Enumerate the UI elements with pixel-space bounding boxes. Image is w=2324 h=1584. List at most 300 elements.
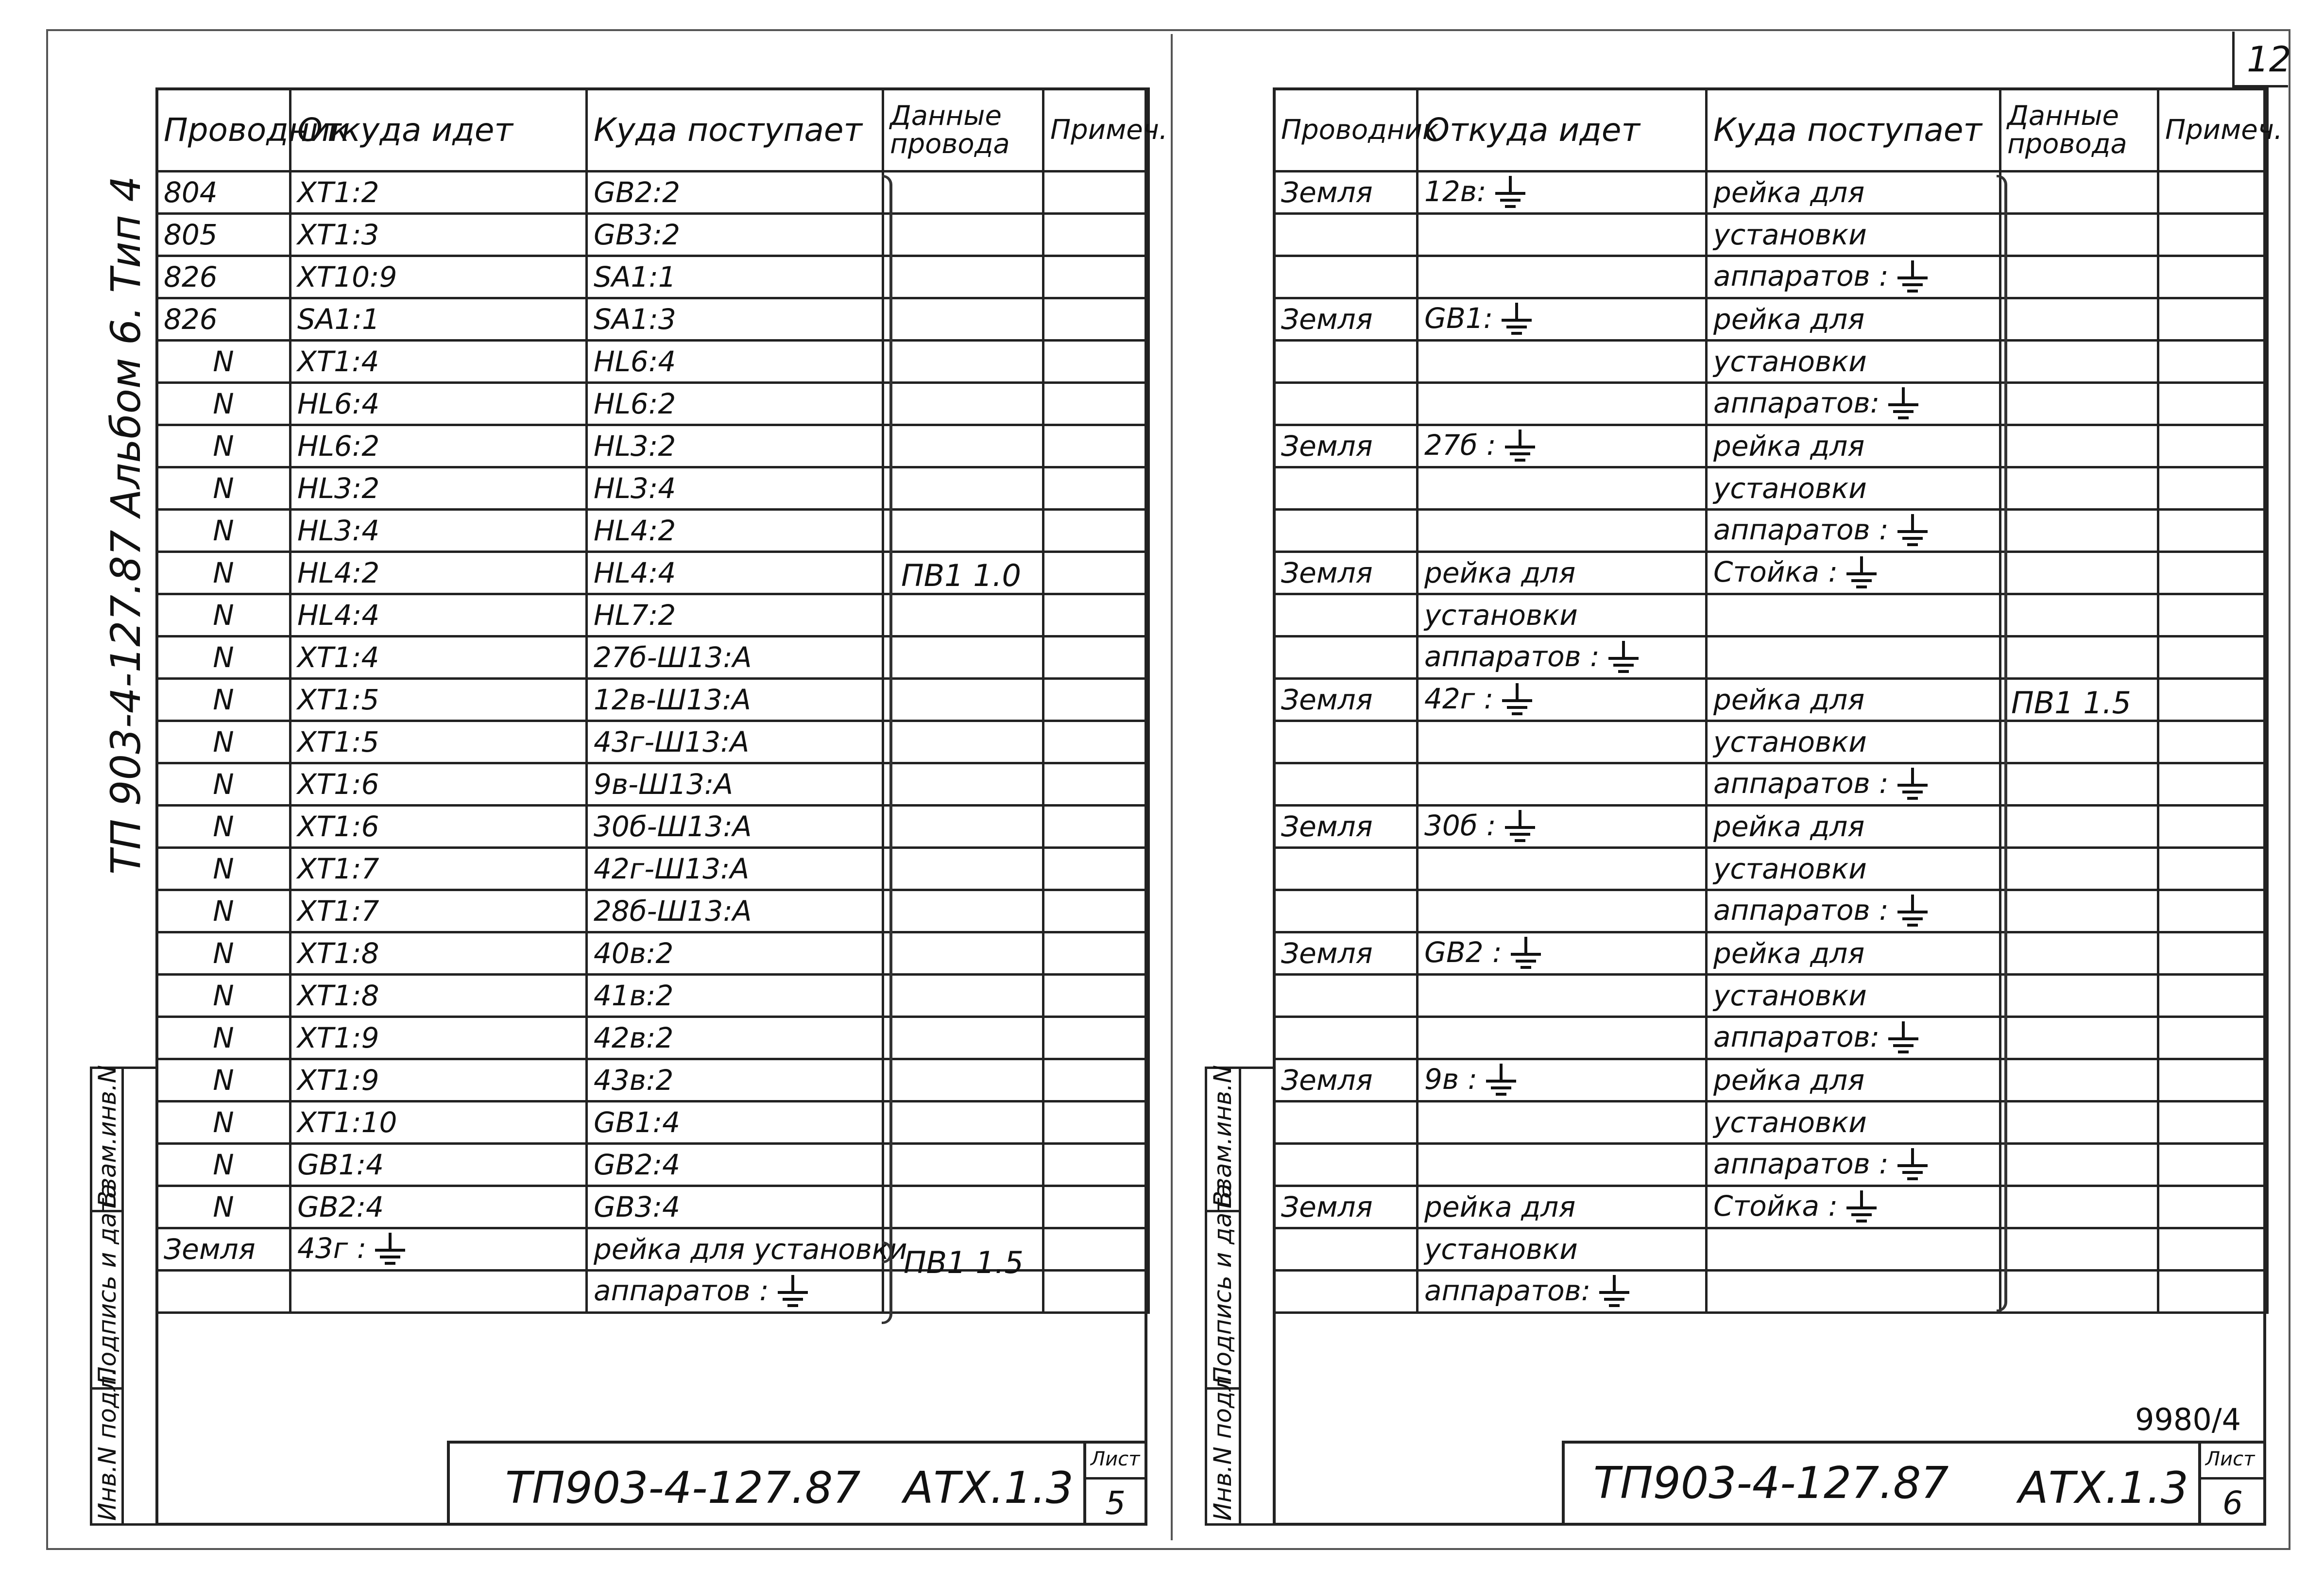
table-row xyxy=(1274,510,2268,552)
cell-wire xyxy=(1274,425,1418,467)
cell-wire xyxy=(157,763,290,806)
cell-note xyxy=(2158,890,2268,932)
cell-from xyxy=(290,721,587,763)
cell-note xyxy=(1043,679,1149,721)
cell-text: рейка для xyxy=(1713,1064,1865,1097)
cell-text: 30б-Ш13:А xyxy=(594,810,752,843)
cell-note xyxy=(2158,1059,2268,1102)
cell-to xyxy=(1707,975,2000,1017)
cell-to xyxy=(587,467,883,510)
cell-from xyxy=(1418,1228,1707,1271)
cell-wire xyxy=(1274,637,1418,679)
cell-note xyxy=(1043,1144,1149,1186)
cell-wire xyxy=(1274,1102,1418,1144)
cell-text: установки xyxy=(1424,1233,1578,1266)
cell-note xyxy=(1043,256,1149,298)
cell-note xyxy=(1043,1228,1149,1271)
cell-data xyxy=(883,298,1043,341)
cell-text: SA1:1 xyxy=(297,303,380,336)
cell-to xyxy=(1707,1271,2000,1313)
cell-text: 9в-Ш13:А xyxy=(594,768,734,801)
cell-data xyxy=(2000,594,2158,637)
page-number: 12 xyxy=(2247,39,2291,80)
page-divider xyxy=(1171,34,1173,1540)
cell-text: установки xyxy=(1713,1106,1867,1139)
cell-data xyxy=(883,172,1043,214)
table-row xyxy=(1274,637,2268,679)
left-wire-table xyxy=(155,87,1168,1314)
cell-wire xyxy=(1274,848,1418,890)
cell-wire xyxy=(1274,341,1418,383)
cell-to xyxy=(1707,848,2000,890)
table-row xyxy=(1274,1059,2268,1102)
cell-data xyxy=(883,763,1043,806)
cell-note xyxy=(2158,763,2268,806)
cell-to xyxy=(587,932,883,975)
cell-text: установки xyxy=(1424,599,1578,632)
cell-wire xyxy=(157,214,290,256)
cell-wire xyxy=(157,848,290,890)
cell-text: GB3:2 xyxy=(594,218,681,251)
cell-text: XT1:2 xyxy=(297,176,379,209)
cell-text: XT1:8 xyxy=(297,937,379,970)
table-row xyxy=(1274,721,2268,763)
table-row xyxy=(157,172,1149,214)
cell-text: XT10:9 xyxy=(297,260,397,293)
cell-wire xyxy=(1274,890,1418,932)
cell-data xyxy=(2000,1017,2158,1059)
cell-note xyxy=(2158,1228,2268,1271)
cell-wire xyxy=(1274,721,1418,763)
cell-data xyxy=(883,1186,1043,1228)
cell-text: Земля xyxy=(1281,810,1373,843)
cell-data xyxy=(883,510,1043,552)
cell-text: установки xyxy=(1713,472,1867,505)
cell-note xyxy=(2158,214,2268,256)
table-row xyxy=(157,594,1149,637)
cell-note xyxy=(2158,341,2268,383)
cell-text: GB2:4 xyxy=(297,1190,384,1223)
cell-from xyxy=(290,1017,587,1059)
cell-from xyxy=(290,1186,587,1228)
cell-to xyxy=(587,1017,883,1059)
cell-data xyxy=(2000,975,2158,1017)
cell-text: XT1:9 xyxy=(297,1064,379,1097)
header-from: Откуда идет xyxy=(1418,89,1707,172)
cell-data xyxy=(2000,932,2158,975)
cell-from xyxy=(1418,172,1707,214)
cell-text: GB1:4 xyxy=(297,1148,384,1181)
cell-data xyxy=(2000,172,2158,214)
cell-text: 27б-Ш13:А xyxy=(594,641,752,674)
cell-text: 826 xyxy=(164,303,218,336)
cell-text: SA1:3 xyxy=(594,303,676,336)
table-row xyxy=(1274,214,2268,256)
cell-text: XT1:8 xyxy=(297,979,379,1012)
cell-wire xyxy=(1274,172,1418,214)
table-row xyxy=(1274,256,2268,298)
cell-text: 43г : xyxy=(297,1231,367,1265)
cell-text: HL3:4 xyxy=(297,514,380,547)
cell-text: 42г : xyxy=(1424,682,1494,715)
cell-text: 12в-Ш13:А xyxy=(594,683,751,716)
left-stamp-vzam: Взам.инв.N xyxy=(93,1065,121,1207)
ground-symbol-icon xyxy=(373,1233,407,1267)
ground-symbol-icon xyxy=(1509,937,1543,971)
right-title-sheet-label: Лист xyxy=(2205,1448,2255,1470)
cell-to xyxy=(1707,763,2000,806)
cell-text: HL3:4 xyxy=(594,472,676,505)
cell-data xyxy=(883,637,1043,679)
header-from: Откуда идет xyxy=(290,89,587,172)
cell-text: 28б-Ш13:А xyxy=(594,895,752,928)
table-row xyxy=(157,721,1149,763)
ground-symbol-icon xyxy=(1845,1190,1879,1224)
cell-note xyxy=(1043,1102,1149,1144)
cell-text: рейка для xyxy=(1713,430,1865,463)
cell-text: N xyxy=(213,599,234,632)
cell-to xyxy=(1707,552,2000,594)
table-row xyxy=(1274,1271,2268,1313)
cell-note xyxy=(1043,172,1149,214)
cell-wire xyxy=(1274,1186,1418,1228)
cell-wire xyxy=(1274,679,1418,721)
cell-note xyxy=(2158,1017,2268,1059)
left-stamp-inv: Инв.N подл. xyxy=(93,1368,121,1521)
cell-wire xyxy=(157,383,290,425)
cell-text: N xyxy=(213,1190,234,1223)
sheet-code: 9980/4 xyxy=(2135,1402,2241,1437)
cell-note xyxy=(2158,1144,2268,1186)
cell-to xyxy=(1707,298,2000,341)
left-title-sheet-label: Лист xyxy=(1091,1448,1140,1470)
ground-symbol-icon xyxy=(1896,260,1930,294)
cell-data xyxy=(883,679,1043,721)
cell-text: Земля xyxy=(1281,1190,1373,1223)
cell-data xyxy=(883,806,1043,848)
cell-wire xyxy=(1274,1228,1418,1271)
cell-text: HL6:2 xyxy=(297,430,380,463)
cell-data xyxy=(2000,383,2158,425)
cell-from xyxy=(1418,763,1707,806)
table-row xyxy=(1274,763,2268,806)
cell-data xyxy=(2000,1271,2158,1313)
cell-text: XT1:6 xyxy=(297,768,379,801)
ground-symbol-icon xyxy=(776,1275,810,1309)
cell-text: GB3:4 xyxy=(594,1190,681,1223)
cell-text: рейка для xyxy=(1713,176,1865,209)
cell-text: N xyxy=(213,895,234,928)
table-row xyxy=(1274,848,2268,890)
left-brace-2 xyxy=(882,1241,892,1324)
cell-to xyxy=(587,1271,883,1313)
cell-note xyxy=(1043,721,1149,763)
cell-wire xyxy=(157,1144,290,1186)
cell-wire xyxy=(157,1186,290,1228)
cell-to xyxy=(1707,721,2000,763)
cell-data xyxy=(883,341,1043,383)
cell-from xyxy=(1418,1059,1707,1102)
cell-from xyxy=(1418,510,1707,552)
table-row xyxy=(157,679,1149,721)
right-stamp-sign: Подпись и дата xyxy=(1209,1183,1237,1385)
cell-text: N xyxy=(213,1106,234,1139)
cell-text: N xyxy=(213,810,234,843)
cell-wire xyxy=(1274,552,1418,594)
cell-text: рейка для xyxy=(1713,303,1865,336)
ground-symbol-icon xyxy=(1484,1064,1518,1098)
ground-symbol-icon xyxy=(1500,683,1534,717)
cell-from xyxy=(1418,1186,1707,1228)
cell-to xyxy=(587,890,883,932)
cell-text: Земля xyxy=(1281,176,1373,209)
cell-text: установки xyxy=(1713,725,1867,758)
cell-wire xyxy=(157,1059,290,1102)
cell-to xyxy=(587,1186,883,1228)
cell-text: Стойка : xyxy=(1713,555,1838,588)
cell-text: HL6:4 xyxy=(594,345,676,378)
cell-note xyxy=(1043,637,1149,679)
cell-note xyxy=(2158,298,2268,341)
cell-note xyxy=(2158,552,2268,594)
cell-from xyxy=(290,806,587,848)
cell-to xyxy=(587,763,883,806)
cell-wire xyxy=(1274,1017,1418,1059)
cell-data xyxy=(2000,1228,2158,1271)
cell-data xyxy=(2000,552,2158,594)
cell-text: установки xyxy=(1713,345,1867,378)
cell-data xyxy=(883,848,1043,890)
cell-text: HL7:2 xyxy=(594,599,676,632)
right-title-doc: ТП903-4-127.87 xyxy=(1593,1458,1949,1509)
cell-from xyxy=(1418,848,1707,890)
cell-note xyxy=(2158,383,2268,425)
cell-data xyxy=(2000,721,2158,763)
cell-from xyxy=(1418,679,1707,721)
cell-to xyxy=(587,679,883,721)
cell-from xyxy=(290,383,587,425)
table-row xyxy=(1274,594,2268,637)
cell-note xyxy=(1043,425,1149,467)
cell-to xyxy=(587,214,883,256)
table-row xyxy=(157,1017,1149,1059)
cell-data xyxy=(883,932,1043,975)
cell-data xyxy=(883,1059,1043,1102)
table-row xyxy=(157,256,1149,298)
cell-data xyxy=(883,1144,1043,1186)
cell-wire xyxy=(157,1102,290,1144)
cell-data xyxy=(2000,763,2158,806)
table-row xyxy=(157,214,1149,256)
cell-data xyxy=(883,256,1043,298)
cell-from xyxy=(1418,214,1707,256)
cell-text: 42в:2 xyxy=(594,1021,674,1054)
cell-text: Земля xyxy=(1281,937,1373,970)
ground-symbol-icon xyxy=(1896,1148,1930,1182)
table-row xyxy=(157,341,1149,383)
cell-wire xyxy=(157,172,290,214)
cell-note xyxy=(1043,383,1149,425)
table-row xyxy=(1274,1144,2268,1186)
ground-symbol-icon xyxy=(1896,514,1930,548)
cell-wire xyxy=(1274,510,1418,552)
left-title-sheet: 5 xyxy=(1105,1484,1126,1522)
cell-text: установки xyxy=(1713,979,1867,1012)
cell-text: рейка для xyxy=(1424,556,1576,589)
cell-from xyxy=(1418,298,1707,341)
cell-data xyxy=(883,1017,1043,1059)
table-row xyxy=(1274,341,2268,383)
header-data: Данные провода xyxy=(2000,89,2158,172)
cell-to xyxy=(587,594,883,637)
cell-text: рейка для xyxy=(1424,1190,1576,1223)
cell-text: установки xyxy=(1713,218,1867,251)
cell-wire xyxy=(157,552,290,594)
cell-from xyxy=(290,552,587,594)
cell-text: N xyxy=(213,725,234,758)
cell-text: SA1:1 xyxy=(594,260,676,293)
cell-text: N xyxy=(213,387,234,420)
cell-wire xyxy=(157,425,290,467)
table-row xyxy=(1274,1017,2268,1059)
header-wire: Проводник xyxy=(157,89,290,172)
cell-text: 41в:2 xyxy=(594,979,674,1012)
cell-text: N xyxy=(213,979,234,1012)
cell-text: N xyxy=(213,430,234,463)
cell-from xyxy=(1418,932,1707,975)
cell-text: рейка для установки xyxy=(594,1233,907,1266)
cell-note xyxy=(2158,1102,2268,1144)
cell-wire xyxy=(157,1017,290,1059)
cell-to xyxy=(587,341,883,383)
cell-wire xyxy=(157,467,290,510)
cell-note xyxy=(2158,848,2268,890)
cell-text: 42г-Ш13:А xyxy=(594,852,750,885)
cell-from xyxy=(1418,975,1707,1017)
header-note: Примеч. xyxy=(1043,89,1149,172)
cell-data xyxy=(2000,214,2158,256)
table-row xyxy=(157,806,1149,848)
cell-from xyxy=(1418,890,1707,932)
cell-to xyxy=(587,848,883,890)
cell-note xyxy=(1043,1017,1149,1059)
table-row xyxy=(157,890,1149,932)
cell-wire xyxy=(1274,975,1418,1017)
cell-note xyxy=(1043,594,1149,637)
cell-wire xyxy=(157,637,290,679)
cell-wire xyxy=(157,721,290,763)
cell-data xyxy=(2000,1186,2158,1228)
cell-text: 12в: xyxy=(1424,174,1487,208)
cell-data xyxy=(2000,848,2158,890)
cell-data xyxy=(2000,637,2158,679)
cell-text: Земля xyxy=(1281,556,1373,589)
cell-wire xyxy=(157,256,290,298)
table-row xyxy=(1274,383,2268,425)
cell-from xyxy=(290,172,587,214)
left-stamp-sign: Подпись и дата xyxy=(93,1183,121,1385)
table-row xyxy=(157,1059,1149,1102)
cell-note xyxy=(1043,932,1149,975)
cell-data xyxy=(2000,1144,2158,1186)
cell-text: N xyxy=(213,768,234,801)
cell-text: Земля xyxy=(164,1233,256,1266)
cell-text: установки xyxy=(1713,852,1867,885)
cell-to xyxy=(587,1102,883,1144)
cell-from xyxy=(1418,467,1707,510)
left-title-code: АТХ.1.3 xyxy=(904,1463,1074,1514)
cell-to xyxy=(1707,637,2000,679)
cell-wire xyxy=(1274,256,1418,298)
cell-data xyxy=(2000,467,2158,510)
cell-to xyxy=(587,425,883,467)
cell-to xyxy=(1707,679,2000,721)
cell-data xyxy=(2000,341,2158,383)
cell-note xyxy=(2158,679,2268,721)
cell-text: аппаратов : xyxy=(1713,893,1889,927)
cell-text: XT1:4 xyxy=(297,641,379,674)
cell-note xyxy=(2158,594,2268,637)
cell-from xyxy=(290,298,587,341)
cell-from xyxy=(290,890,587,932)
cell-from xyxy=(290,341,587,383)
cell-wire xyxy=(157,1228,290,1271)
cell-from xyxy=(290,1059,587,1102)
cell-data xyxy=(883,721,1043,763)
cell-wire xyxy=(1274,594,1418,637)
cell-from xyxy=(290,1228,587,1271)
cell-note xyxy=(2158,425,2268,467)
cell-text: аппаратов : xyxy=(1424,639,1600,673)
ground-symbol-icon xyxy=(1503,810,1537,844)
cell-text: HL4:2 xyxy=(594,514,676,547)
cell-to xyxy=(587,1144,883,1186)
header-note: Примеч. xyxy=(2158,89,2268,172)
cell-note xyxy=(2158,975,2268,1017)
cell-from xyxy=(290,637,587,679)
table-row xyxy=(157,763,1149,806)
table-row xyxy=(157,848,1149,890)
cell-from xyxy=(290,467,587,510)
right-stamp-inv: Инв.N подл. xyxy=(1209,1368,1237,1521)
cell-note xyxy=(1043,1059,1149,1102)
cell-note xyxy=(2158,1186,2268,1228)
cell-text: аппаратов : xyxy=(1713,259,1889,293)
cell-text: Земля xyxy=(1281,303,1373,336)
cell-to xyxy=(587,298,883,341)
cell-to xyxy=(587,383,883,425)
cell-text: XT1:3 xyxy=(297,218,379,251)
cell-data xyxy=(883,467,1043,510)
ground-symbol-icon xyxy=(1606,641,1640,675)
right-brace xyxy=(1997,175,2007,1312)
cell-wire xyxy=(157,932,290,975)
cell-text: Стойка : xyxy=(1713,1189,1838,1222)
cell-note xyxy=(1043,848,1149,890)
cell-text: Земля xyxy=(1281,430,1373,463)
table-row xyxy=(1274,890,2268,932)
cell-wire xyxy=(157,298,290,341)
ground-symbol-icon xyxy=(1845,556,1879,590)
cell-text: 30б : xyxy=(1424,809,1496,842)
cell-to xyxy=(587,552,883,594)
cell-to xyxy=(1707,890,2000,932)
header-wire: Проводник xyxy=(1274,89,1418,172)
ground-symbol-icon xyxy=(1503,430,1537,464)
cell-to xyxy=(587,637,883,679)
cell-wire xyxy=(1274,1144,1418,1186)
table-row xyxy=(1274,298,2268,341)
